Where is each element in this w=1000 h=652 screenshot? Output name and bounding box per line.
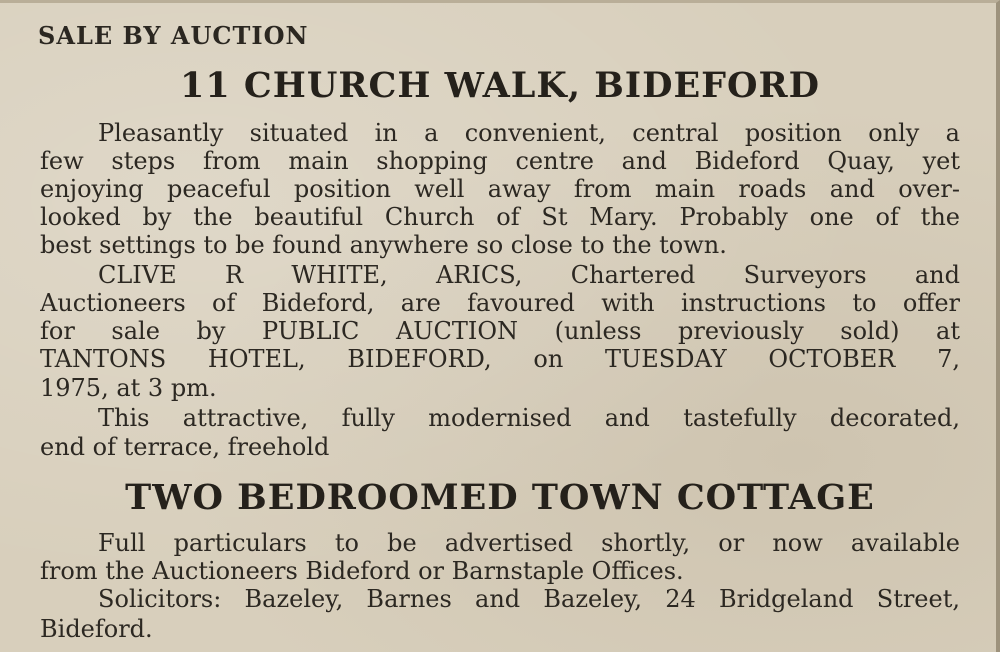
body-line: from the Auctioneers Bideford or Barnstaple Offices. — [40, 557, 684, 585]
body-line: for sale by PUBLIC AUCTION (unless previously sold) at — [40, 317, 960, 345]
body-line: looked by the beautiful Church of St Mary. Probably one of the — [40, 203, 960, 231]
body-line: few steps from main shopping centre and Bideford Quay, yet — [40, 147, 960, 175]
body-line: Auctioneers of Bideford, are favoured with instructions to offer — [40, 289, 960, 317]
body-line: end of terrace, freehold — [40, 433, 330, 461]
property-headline: 11 CHURCH WALK, BIDEFORD — [180, 65, 820, 106]
property-type-heading: TWO BEDROOMED TOWN COTTAGE — [125, 477, 875, 518]
body-line: Full particulars to be advertised shortly, or now available — [98, 529, 960, 557]
body-line: This attractive, fully modernised and tastefully decorated, — [98, 404, 960, 432]
section-label: SALE BY AUCTION — [38, 21, 309, 50]
body-line: Pleasantly situated in a convenient, central position only a — [98, 119, 960, 147]
body-line: CLIVE R WHITE, ARICS, Chartered Surveyors and — [98, 261, 960, 289]
body-line: enjoying peaceful position well away from main roads and over- — [40, 175, 960, 203]
body-line: best settings to be found anywhere so close to the town. — [40, 231, 727, 259]
body-line: Solicitors: Bazeley, Barnes and Bazeley, 24 Bridgeland Street, — [98, 585, 960, 613]
body-line: Bideford. — [40, 615, 153, 643]
body-line: TANTONS HOTEL, BIDEFORD, on TUESDAY OCTOBER 7, — [40, 345, 960, 373]
body-line: 1975, at 3 pm. — [40, 374, 217, 402]
